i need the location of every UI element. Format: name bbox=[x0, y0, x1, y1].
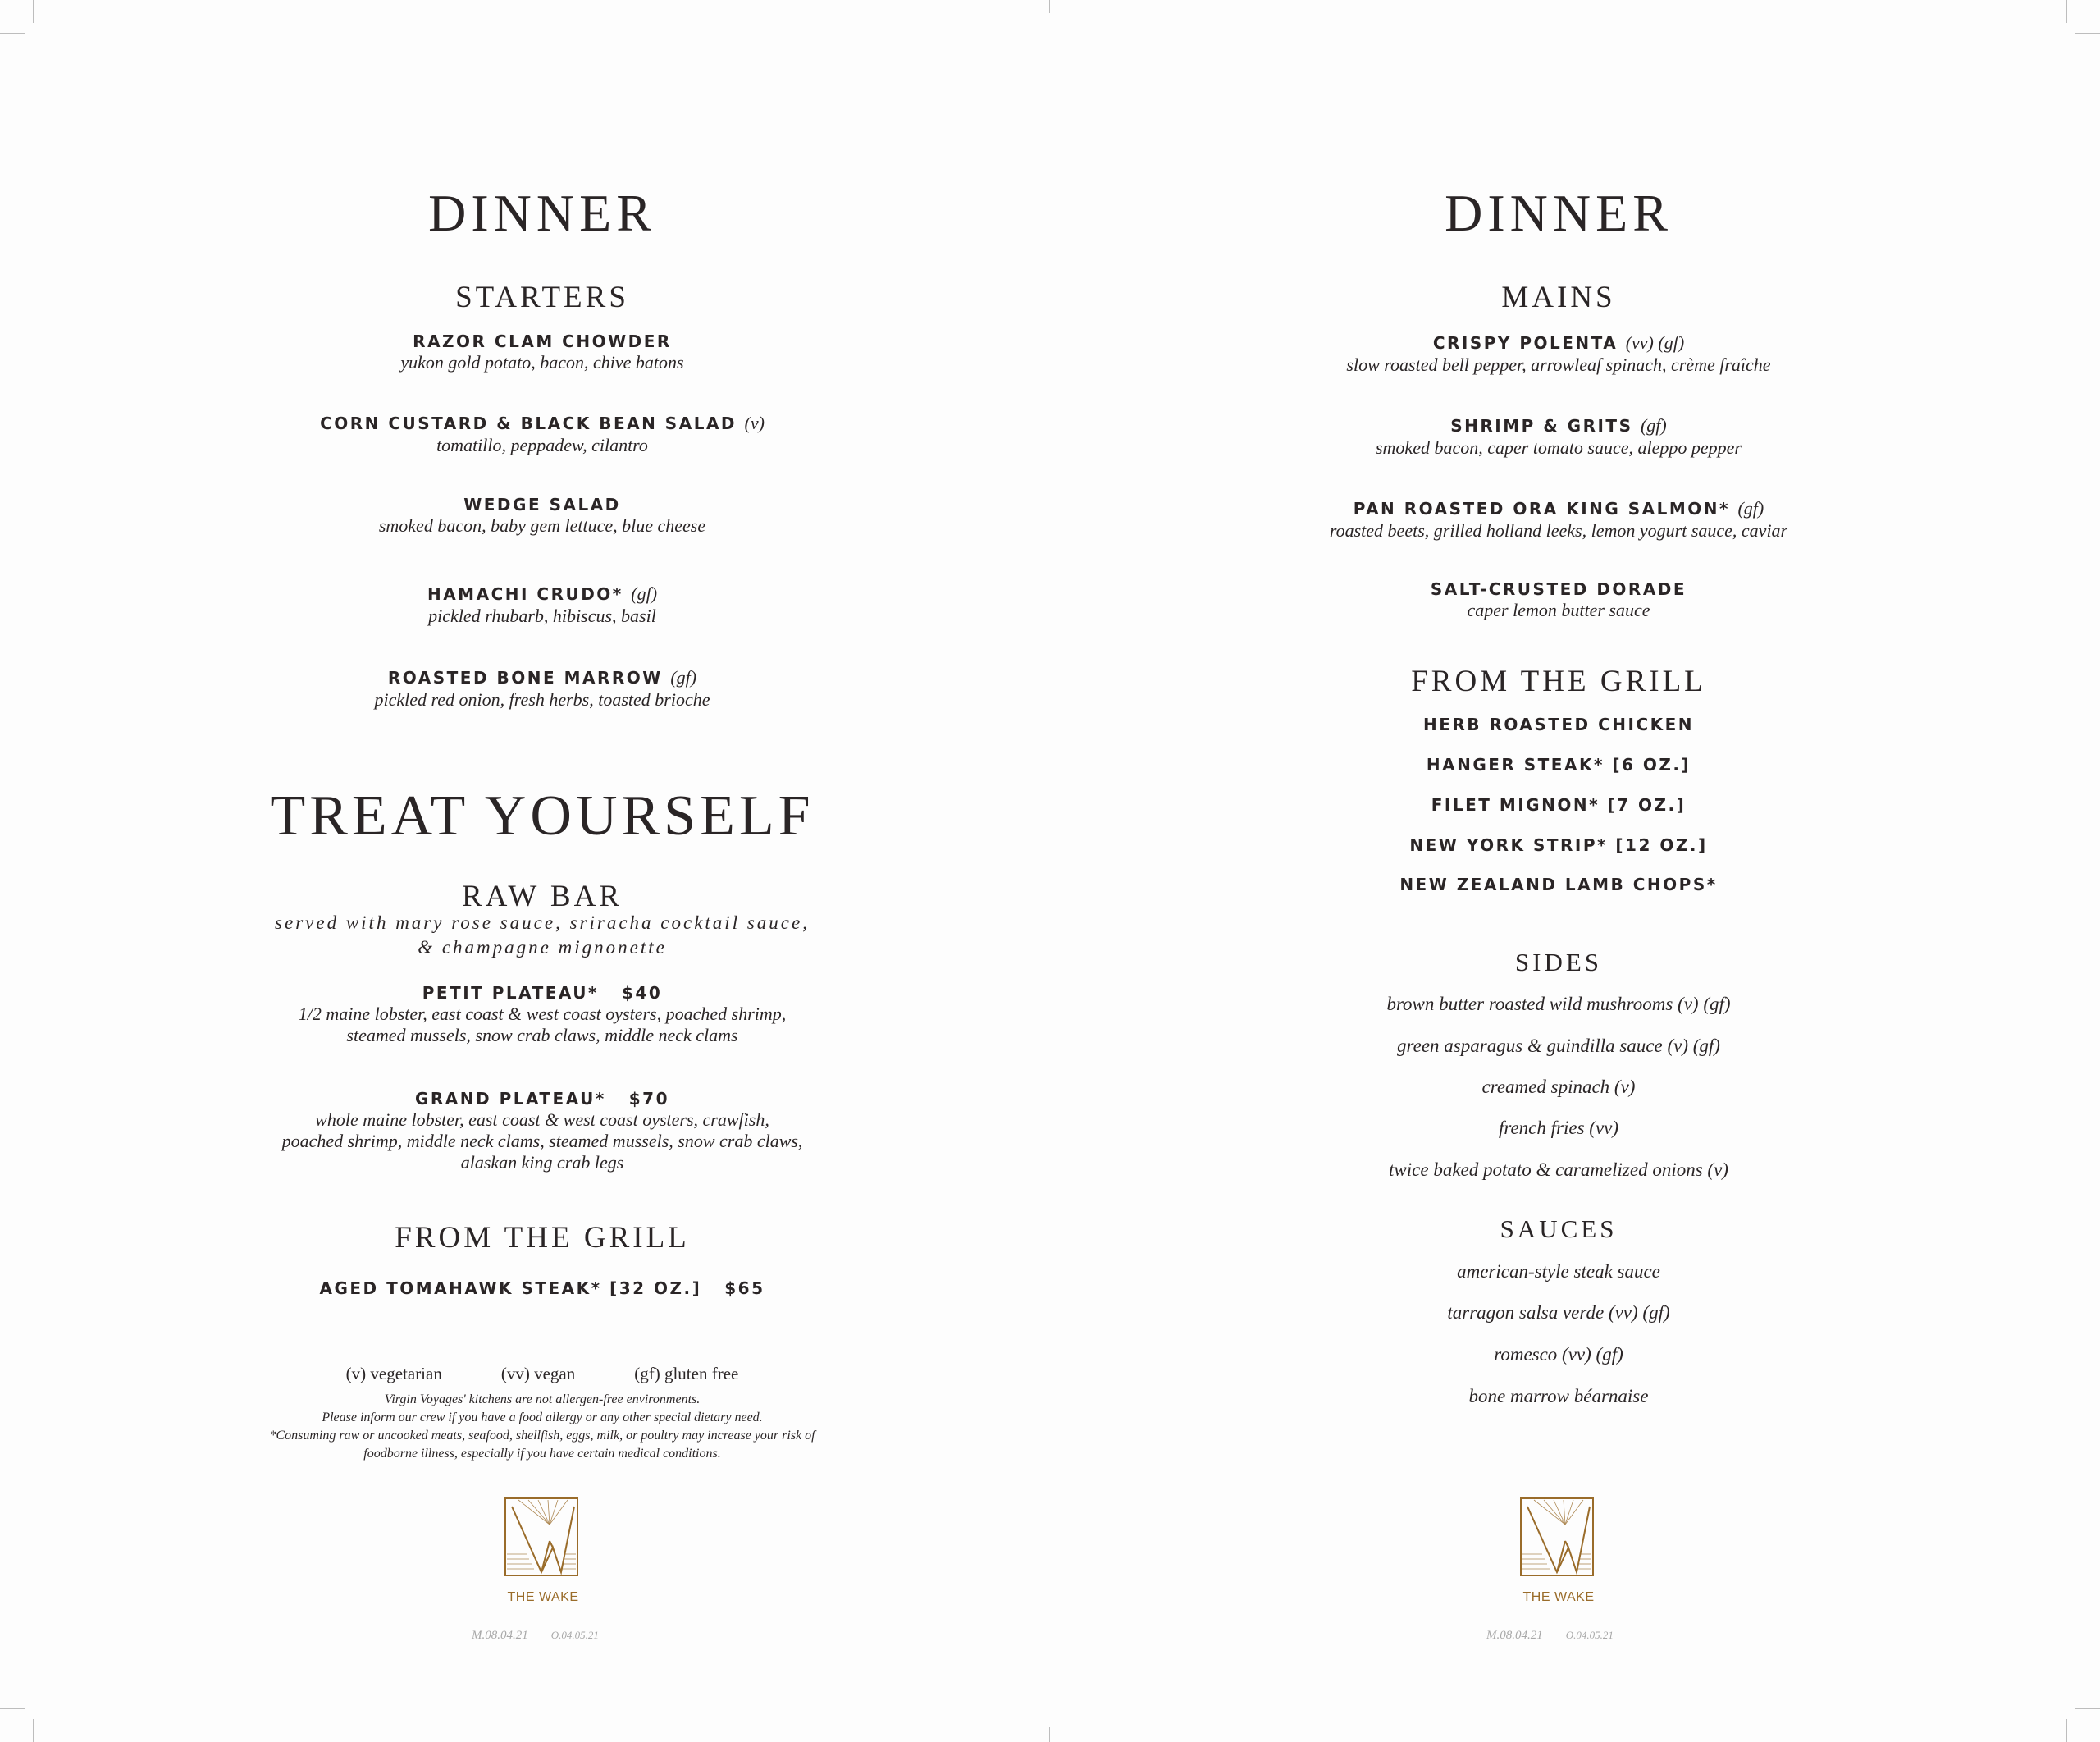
menu-item bbox=[132, 496, 952, 537]
menu-item bbox=[1148, 417, 1969, 459]
item-description: 1/2 maine lobster, east coast & west coast oysters, poached shrimp, steamed mussels, snow crab claws, middle neck clams bbox=[298, 1004, 787, 1045]
item-name: WEDGE SALAD bbox=[463, 495, 621, 514]
item-name: AGED TOMAHAWK STEAK* [32 OZ.] $65 bbox=[319, 1278, 765, 1298]
crop-mark bbox=[2066, 1719, 2067, 1742]
item-name: GRAND PLATEAU* $70 bbox=[414, 1089, 670, 1109]
crop-mark bbox=[2075, 1708, 2100, 1709]
grill-item: HERB ROASTED CHICKEN bbox=[1422, 715, 1695, 734]
grill-item: FILET MIGNON* [7 OZ.] bbox=[1431, 795, 1687, 815]
item-price: $65 bbox=[724, 1278, 765, 1298]
grill-item: NEW ZEALAND LAMB CHOPS* bbox=[1399, 875, 1718, 894]
side-item: creamed spinach (v) bbox=[1481, 1077, 1636, 1097]
diet-tag: (gf) bbox=[631, 583, 658, 604]
diet-tag: (gf) bbox=[670, 667, 697, 688]
crop-mark bbox=[0, 33, 25, 34]
crop-mark bbox=[0, 1708, 25, 1709]
menu-item bbox=[1148, 581, 1969, 621]
the-wake-logo bbox=[502, 1497, 584, 1579]
menu-item bbox=[132, 414, 952, 456]
menu-item bbox=[132, 1280, 952, 1296]
grill-heading: FROM THE GRILL bbox=[1411, 665, 1706, 698]
page-title: DINNER bbox=[1445, 184, 1673, 242]
crop-mark bbox=[1049, 1727, 1050, 1742]
side-item: green asparagus & guindilla sauce (v) (gf) bbox=[1397, 1036, 1720, 1056]
crop-mark bbox=[2066, 0, 2067, 23]
crop-mark bbox=[33, 0, 34, 23]
diet-tag: (vv) (gf) bbox=[1625, 332, 1685, 353]
menu-item bbox=[132, 985, 952, 1046]
item-description: caper lemon butter sauce bbox=[1467, 600, 1650, 620]
diet-tag: (gf) bbox=[1640, 415, 1667, 436]
allergen-disclaimer: Virgin Voyages' kitchens are not allergen-free environments. Please inform our crew if you have a food allergy or any other special dietary need. *Consuming raw or uncooked meats, seafood, shellfish, eggs, milk, or poultry may increase your risk of foodborne illness, especially if you have certain medical conditions. bbox=[269, 1392, 815, 1461]
starters-heading: STARTERS bbox=[455, 281, 629, 314]
item-name: SALT-CRUSTED DORADE bbox=[1430, 579, 1687, 599]
item-description: tomatillo, peppadew, cilantro bbox=[436, 435, 648, 455]
grill-heading: FROM THE GRILL bbox=[395, 1221, 690, 1255]
grill-item: HANGER STEAK* [6 OZ.] bbox=[1426, 755, 1691, 775]
item-name: ROASTED BONE MARROW (gf) bbox=[387, 667, 697, 688]
menu-item bbox=[132, 669, 952, 711]
item-name: PETIT PLATEAU* $40 bbox=[422, 983, 663, 1003]
item-description: pickled rhubarb, hibiscus, basil bbox=[428, 606, 656, 626]
item-name: CORN CUSTARD & BLACK BEAN SALAD (v) bbox=[320, 413, 765, 433]
logo-text: THE WAKE bbox=[1522, 1590, 1595, 1604]
raw-bar-note: served with mary rose sauce, sriracha cocktail sauce, & champagne mignonette bbox=[275, 912, 810, 958]
diet-tag: (v) bbox=[744, 413, 765, 433]
menu-item bbox=[132, 1090, 952, 1173]
item-price: $70 bbox=[628, 1089, 670, 1109]
side-item: french fries (vv) bbox=[1498, 1118, 1619, 1138]
the-wake-logo bbox=[1518, 1497, 1600, 1579]
logo-text: THE WAKE bbox=[507, 1590, 579, 1604]
grill-item: NEW YORK STRIP* [12 OZ.] bbox=[1409, 835, 1708, 855]
crop-mark bbox=[2075, 33, 2100, 34]
item-name: SHRIMP & GRITS (gf) bbox=[1450, 415, 1667, 436]
crop-mark bbox=[1049, 0, 1050, 13]
item-description: whole maine lobster, east coast & west coast oysters, crawfish, poached shrimp, middle neck clams, steamed mussels, snow crab claws, alaskan king crab legs bbox=[281, 1109, 803, 1173]
menu-codes: M.08.04.21 O.04.05.21 bbox=[1486, 1629, 1614, 1642]
side-item: brown butter roasted wild mushrooms (v) (gf) bbox=[1386, 994, 1731, 1014]
item-description: roasted beets, grilled holland leeks, lemon yogurt sauce, caviar bbox=[1329, 520, 1788, 541]
item-description: smoked bacon, caper tomato sauce, aleppo pepper bbox=[1375, 437, 1742, 458]
menu-codes: M.08.04.21 O.04.05.21 bbox=[472, 1629, 599, 1642]
the-wake-logo-icon bbox=[1518, 1497, 1600, 1579]
crop-mark bbox=[33, 1719, 34, 1742]
the-wake-logo-icon bbox=[502, 1497, 584, 1579]
sauce-item: bone marrow béarnaise bbox=[1468, 1386, 1649, 1406]
menu-item bbox=[1148, 500, 1969, 542]
menu-item bbox=[132, 585, 952, 627]
diet-tag: (gf) bbox=[1737, 498, 1764, 519]
sauce-item: american-style steak sauce bbox=[1457, 1261, 1660, 1282]
item-name: PAN ROASTED ORA KING SALMON* (gf) bbox=[1353, 498, 1764, 519]
diet-legend: (v) vegetarian (vv) vegan (gf) gluten free bbox=[345, 1364, 739, 1383]
item-description: smoked bacon, baby gem lettuce, blue cheese bbox=[378, 515, 706, 536]
item-description: yukon gold potato, bacon, chive batons bbox=[400, 352, 684, 373]
page-title: DINNER bbox=[428, 184, 656, 242]
sauce-item: romesco (vv) (gf) bbox=[1494, 1344, 1623, 1365]
treat-yourself-title: TREAT YOURSELF bbox=[270, 784, 815, 848]
item-name: CRISPY POLENTA (vv) (gf) bbox=[1432, 332, 1685, 353]
item-name: RAZOR CLAM CHOWDER bbox=[413, 331, 672, 351]
item-description: slow roasted bell pepper, arrowleaf spinach, crème fraîche bbox=[1346, 354, 1771, 375]
side-item: twice baked potato & caramelized onions (v) bbox=[1389, 1159, 1728, 1180]
item-price: $40 bbox=[621, 983, 663, 1003]
raw-bar-heading: RAW BAR bbox=[461, 880, 623, 913]
menu-item bbox=[1148, 334, 1969, 376]
item-name: HAMACHI CRUDO* (gf) bbox=[427, 583, 658, 604]
mains-heading: MAINS bbox=[1501, 281, 1616, 314]
sauces-heading: SAUCES bbox=[1500, 1214, 1618, 1243]
sides-heading: SIDES bbox=[1514, 948, 1603, 976]
sauce-item: tarragon salsa verde (vv) (gf) bbox=[1447, 1302, 1670, 1323]
item-description: pickled red onion, fresh herbs, toasted brioche bbox=[374, 689, 710, 710]
menu-item bbox=[132, 333, 952, 373]
